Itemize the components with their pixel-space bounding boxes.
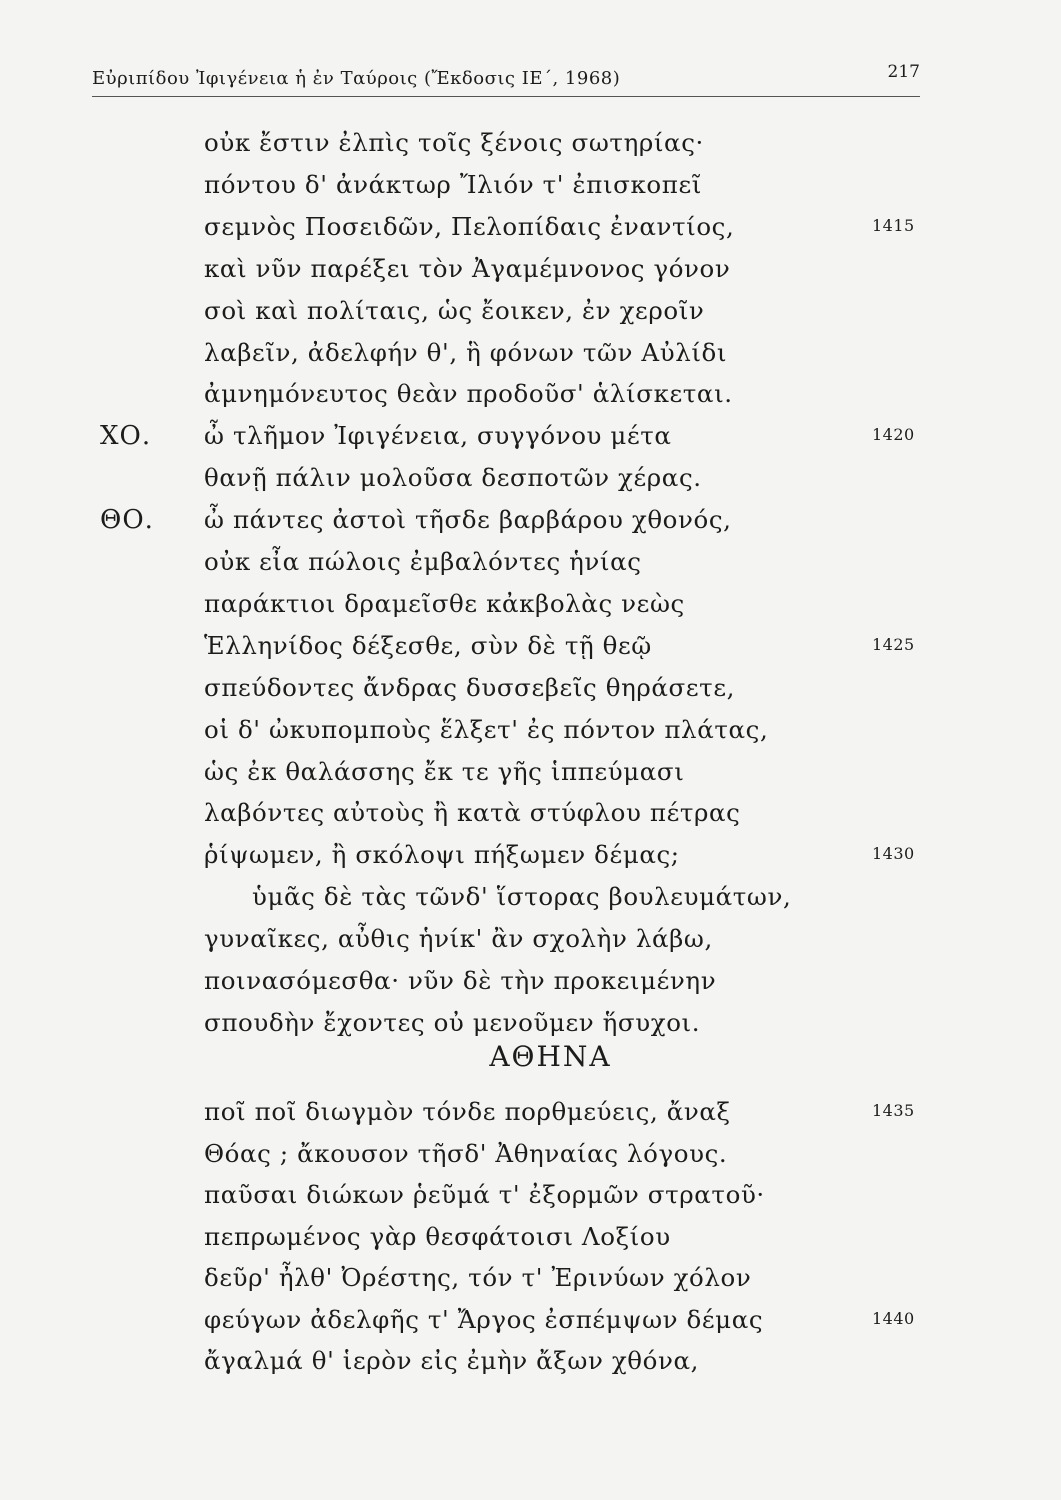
verse-text: γυναῖκες, αὖθις ἡνίκ' ἂν σχολὴν λάβω,: [204, 924, 713, 954]
verse-text: οὐκ ἔστιν ἐλπὶς τοῖς ξένοις σωτηρίας·: [204, 128, 704, 157]
verse-line: [0, 673, 1061, 709]
verse-line: [0, 254, 1061, 290]
verse-text: ὑμᾶς δὲ τὰς τῶνδ' ἵστορας βουλευμάτων,: [252, 882, 792, 912]
verse-text: ὡς ἐκ θαλάσσης ἔκ τε γῆς ἱππεύμασι: [204, 756, 685, 786]
verse-line: [0, 1097, 1061, 1133]
verse-line: [0, 1008, 1061, 1044]
line-number: 1425: [872, 634, 915, 654]
verse-text: παράκτιοι δραμεῖσθε κἀκβολὰς νεὼς: [204, 588, 685, 618]
verse-line: [0, 379, 1061, 415]
verse-line: [0, 170, 1061, 206]
verse-line: [0, 882, 1061, 918]
verse-line: [0, 1222, 1061, 1258]
verse-line: [0, 966, 1061, 1002]
verse-line: [0, 505, 1061, 541]
verse-line: [0, 338, 1061, 374]
verse-text: λαβεῖν, ἀδελφήν θ', ἣ φόνων τῶν Αὐλίδι: [204, 337, 728, 367]
verse-line: [0, 798, 1061, 834]
verse-text: σπουδὴν ἔχοντες οὐ μενοῦμεν ἥσυχοι.: [204, 1007, 701, 1037]
verse-line: [0, 631, 1061, 667]
verse-text: οὐκ εἶα πώλοις ἐμβαλόντες ἡνίας: [204, 547, 642, 576]
verse-line: [0, 1346, 1061, 1382]
verse-line: [0, 128, 1061, 164]
verse-line: [0, 1139, 1061, 1175]
line-number: 1415: [872, 215, 915, 235]
verse-line: [0, 212, 1061, 248]
speaker-label: ΘΟ.: [100, 505, 154, 536]
verse-text: Ἑλληνίδος δέξεσθε, σὺν δὲ τῇ θεῷ: [204, 630, 652, 660]
verse-text: καὶ νῦν παρέξει τὸν Ἀγαμέμνονος γόνον: [204, 253, 731, 283]
verse-text: ποινασόμεσθα· νῦν δὲ τὴν προκειμένην: [204, 966, 717, 995]
verse-line: [0, 1305, 1061, 1341]
verse-text: Θόας ; ἄκουσον τῆσδ' Ἀθηναίας λόγους.: [204, 1138, 728, 1168]
verse-text: φεύγων ἀδελφῆς τ' Ἄργος ἐσπέμψων δέμας: [204, 1304, 764, 1334]
verse-line: [0, 1263, 1061, 1299]
verse-text: οἱ δ' ὠκυπομποὺς ἕλξετ' ἐς πόντον πλάτας,: [204, 714, 769, 744]
verse-line: [0, 421, 1061, 457]
line-number: 1440: [872, 1308, 915, 1328]
verse-text: σεμνὸς Ποσειδῶν, Πελοπίδαις ἐναντίος,: [204, 211, 735, 241]
page-number: 217: [887, 62, 920, 82]
line-number: 1435: [872, 1101, 915, 1120]
verse-text: λαβόντες αὐτοὺς ἢ κατὰ στύφλου πέτρας: [204, 798, 741, 828]
verse-text: ῥίψωμεν, ἢ σκόλοψι πήξωμεν δέμας;: [204, 840, 680, 870]
verse-text: ποῖ ποῖ διωγμὸν τόνδε πορθμεύεις, ἄναξ: [204, 1097, 731, 1126]
running-title: Εὐριπίδου Ἰφιγένεια ἡ ἐν Ταύροις (Ἔκδοσις ΙΕ΄, 1968): [92, 68, 621, 89]
verse-text: παῦσαι διώκων ῥεῦμά τ' ἐξορμῶν στρατοῦ·: [204, 1180, 765, 1209]
verse-text: σοὶ καὶ πολίταις, ὡς ἔοικεν, ἐν χεροῖν: [204, 295, 705, 325]
verse-text: θανῇ πάλιν μολοῦσα δεσποτῶν χέρας.: [204, 463, 702, 493]
verse-line: [0, 757, 1061, 793]
verse-line: [0, 589, 1061, 625]
verse-text: πεπρωμένος γὰρ θεσφάτοισι Λοξίου: [204, 1221, 671, 1251]
verse-line: [0, 463, 1061, 499]
speaker-label: ΧΟ.: [100, 421, 152, 452]
verse-line: [0, 296, 1061, 332]
verse-text: ἄγαλμά θ' ἱερὸν εἰς ἐμὴν ἄξων χθόνα,: [204, 1346, 700, 1375]
running-head: [92, 62, 920, 97]
verse-line: [0, 840, 1061, 876]
character-heading-athena: ΑΘΗΝΑ: [489, 1040, 612, 1073]
line-number: 1420: [872, 425, 915, 445]
verse-line: [0, 547, 1061, 583]
verse-line: [0, 1180, 1061, 1216]
verse-line: [0, 715, 1061, 751]
verse-text: δεῦρ' ἦλθ' Ὀρέστης, τόν τ' Ἐρινύων χόλον: [204, 1263, 752, 1292]
verse-text: ὦ πάντες ἀστοὶ τῆσδε βαρβάρου χθονός,: [204, 505, 732, 535]
verse-text: σπεύδοντες ἄνδρας δυσσεβεῖς θηράσετε,: [204, 672, 735, 702]
verse-text: ἀμνημόνευτος θεὰν προδοῦσ' ἁλίσκεται.: [204, 379, 733, 409]
verse-text: ὦ τλῆμον Ἰφιγένεια, συγγόνου μέτα: [204, 421, 672, 451]
verse-text: πόντου δ' ἀνάκτωρ Ἴλιόν τ' ἐπισκοπεῖ: [204, 169, 702, 199]
line-number: 1430: [872, 844, 915, 864]
verse-line: [0, 924, 1061, 960]
